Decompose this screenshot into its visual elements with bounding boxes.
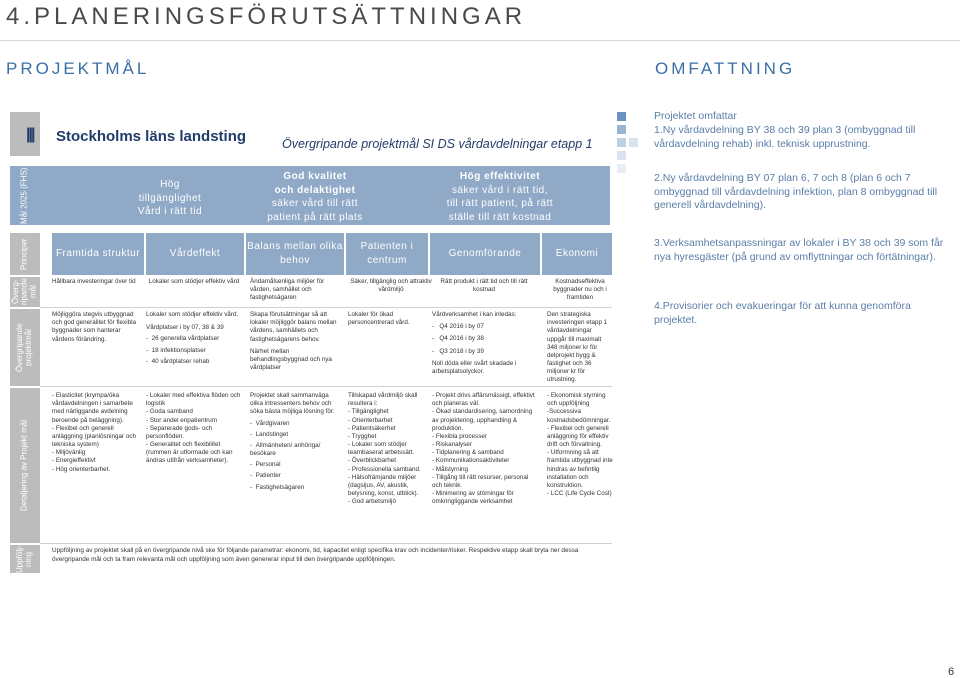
goal-text: till rätt patient, på rätt [446,198,554,209]
overg-cell: Ändamålsenliga miljöer för vården, samhället och fastighetsägaren [250,278,325,302]
list-item: Allmänheten/ anhöriga/ besökare [250,441,321,458]
overg-cell: Lokaler som stödjer effektiv vård [148,278,240,285]
detalj-cell [547,392,613,498]
goal-text: patient på rätt plats [267,211,363,223]
side-label-maal: Mål 2025 (FHS) [10,166,40,225]
col-header-ekonomi: Ekonomi [542,233,612,275]
banner-title: Övergripande projektmål SI DS vårdavdelningar etapp 1 [282,137,593,151]
list-item: - Riskanalyser [432,441,472,449]
list-item: Q4 2016 i by 07 [439,323,484,331]
deco-square [617,112,626,121]
list-item: - God arbetsmiljö [348,498,396,506]
list-item: - Överblickbarhet [348,457,396,465]
section-heading-projektmal: PROJEKTMÅL [6,59,150,78]
list-item: - Miljövänlig [52,449,86,457]
list-item: - Kommunikationsaktiviteter [432,457,510,465]
deco-square [617,138,626,147]
goal-kvalitet [245,170,385,224]
list-item: Patienter [255,472,281,480]
list-item: Vårdgivaren [255,419,290,427]
list-item: - Lokaler som stödjer teambaserat arbetssätt. [348,441,415,457]
goal-tillganglighet [100,178,240,219]
proj-cell: Lokaler som stödjer effektiv vård. Vårdplatser i by 07, 38 & 39 - 26 generella vårdplatser - 18 infektionsplatser - 40 vårdplatser rehab [146,311,242,366]
list-item: - Stor andel enpatientrum [146,416,218,424]
list-item: - Trygghet [348,432,377,440]
page-number: 6 [948,666,955,678]
deco-square [617,164,626,173]
proj-text: Vårdverksamhet i kan inledas: [432,311,517,318]
detalj-cell [432,392,536,506]
goal-title: och delaktighet [274,184,356,196]
proj-cell [250,311,342,372]
proj-cell: Möjliggöra stegvis utbyggnad och god generalitet för flexibla byggnader som hanterar vårdens förändring. [52,311,137,343]
list-item: 40 vårdplatser rehab [151,357,210,365]
omfattning-p3: 3.Verksamhetsanpassningar av lokaler i BY 38 och 39 som får nya hyresgäster (på grund av omflyttningar och förtätningar). [654,237,944,263]
goal-title: God kvalitet [283,171,347,182]
omfattning-p4: 4.Provisorier och evakueringar för att kunna genomföra projektet. [654,300,911,326]
row-divider [40,307,612,308]
uppfoljning-text: Uppföljning av projektet skall på en övergripande nivå ske för följande parametrar: ekonomi, tid, kapacitet enligt specifika krav och incidenter/risker. Respektive etapp skall bryta ner dessa övergripande mål och ta fram relevanta mål och uppföljning som även genererar input till den övergripande uppföljningen. [52,547,579,563]
side-label-detalj: Detaljering av Projekt mål [10,388,40,543]
side-label-overg: Överg-ripande mål [10,277,40,307]
list-item: - Tidplanering & samband [432,449,504,457]
list-item: - Orienterbarhet [348,416,393,424]
list-item: - Minimering av störningar för omkringliggande verksamhet [432,490,514,506]
proj-text: Lokaler som stödjer effektiv vård. [146,311,239,318]
list-item: 18 infektionsplatser [151,346,206,354]
deco-square [617,125,626,134]
list-item: - Patientsäkerhet [348,424,396,432]
list-item: - Ekonomisk styrning och uppföljning [547,392,606,408]
list-item: - Projekt drivs affärsmässigt, effektivt och planeras väl. [432,392,535,408]
list-item: - Flexibel och generell anläggning för effektiv drift och förvaltning. [547,424,609,449]
goal-effektivitet [430,170,570,224]
side-label-uppf: Uppfölj-ning [10,545,40,573]
list-item: - Tillgänglighet [348,408,389,416]
col-header-balans: Balans mellan olika behov [246,233,344,275]
proj-cell: Vårdverksamhet i kan inledas: - Q4 2016 i by 07 - Q4 2016 i by 38 - Q3 2018 i by 39 Noll döda eller svårt skadade i arbetsplatsolyckor. [432,311,536,376]
list-item: - Energieffektivt [52,457,96,465]
overg-cell: Hållbara investeringar över tid [52,278,136,285]
logo-text: Stockholms läns landsting [56,128,247,145]
row-divider [40,543,612,544]
side-label-principer: Principer [10,233,40,275]
col-header-framtida-struktur: Framtida struktur [52,233,144,275]
list-item: Tillskapad vårdmiljö skall resultera i: [348,392,418,408]
list-item: Personal [255,461,281,469]
list-item: - Lokaler med effektiva flöden och logistik [146,392,241,408]
goal-title: Hög effektivitet [459,171,541,182]
detalj-cell [146,392,242,466]
detalj-cell [348,392,434,506]
divider [0,40,960,41]
omfattning-p0: Projektet omfattar [654,110,737,122]
side-label-proj: Övergripande projektmål [10,309,40,386]
goal-text: säker vård i rätt tid, [451,184,549,196]
goal-text: ställe till rätt kostnad [448,211,552,223]
list-item: - Professionella samband. [348,465,421,473]
col-header-genomforande: Genomförande [430,233,540,275]
proj-text: Noll döda eller svårt skadade i arbetsplatsolyckor. [432,359,517,375]
proj-text: Närhet mellan behandlingsbyggnad och nya vårdplatser [250,347,332,372]
list-item: Q3 2018 i by 39 [439,347,484,355]
overg-cell: Säker, tillgänglig och attraktiv vårdmiljö [350,278,432,294]
list-item: - Tillgång till rätt resurser, personal och teknik. [432,473,529,489]
list-item: - Flexibel och generell anläggning (planlösningar och tekniska system) [52,424,137,449]
goal-title: tillgänglighet [138,192,202,204]
list-item: - Goda samband [146,408,193,416]
detalj-text: Projektet skall sammanväga olika intressenters behov och söka bästa möjliga lösning för: [250,392,335,416]
proj-text: Vårdplatser i by 07, 38 & 39 [146,324,224,332]
list-item: - Generalitet och flexibilitet (rummen är utformade och kan ändras utifrån verksamheter). [146,441,233,465]
sll-logo-icon: ||| [26,126,34,143]
detalj-cell [52,392,144,474]
list-item: Landstinget [255,430,289,438]
list-item: - Ökad standardisering, samordning av projektering, upphandling & produktion. [432,408,533,432]
list-item: - Separerade gods- och personflöden. [146,424,213,440]
omfattning-p1: 1.Ny vårdavdelning BY 38 och 39 plan 3 (ombyggnad till vårdavdelning rehab) inkl. teknisk upprustning. [654,124,916,150]
proj-text: Skapa förutsättningar så att lokaler möjliggör balans mellan vårdens, samhällets och fastighetsägarens behov. [250,311,337,343]
section-heading-omfattning: OMFATTNING [655,59,796,78]
proj-cell: Den strategiska investeringen etapp 1 vårdavdelningar uppgår till maximalt 348 miljoner kr för delprojekt bygg & fastighet och 36 miljoner kr för utrustning. [547,311,608,384]
header-band [10,112,40,156]
list-item: -Successiva kostnadsbedömningar. [547,408,611,424]
list-item: - Utformning så att framtida utbyggnad inte hindras av befintlig installation och konstruktion. [547,449,613,489]
omfattning-p2: 2.Ny vårdavdelning BY 07 plan 6, 7 och 8 (plan 6 och 7 ombyggnad till vårdavdelning infektion, plan 8 ombyggnad till generell vårdavdelning). [654,172,938,212]
list-item: - Hälsofrämjande miljöer (dagsljus, AV, akustik, belysning, konst, utblick). [348,473,419,498]
deco-square [617,151,626,160]
col-header-patienten: Patienten i centrum [346,233,428,275]
deco-square [629,138,638,147]
goal-title: Hög [160,179,180,190]
list-item: - Målstyrning [432,465,469,473]
list-item: Q4 2016 i by 38 [439,335,484,343]
page-title: 4.PLANERINGSFÖRUTSÄTTNINGAR [6,3,527,30]
list-item: - LCC (Life Cycle Cost) [547,490,612,498]
goal-text: säker vård till rätt [271,198,359,209]
goal-text: Vård i rätt tid [137,206,203,217]
detalj-cell: Projektet skall sammanväga olika intressenters behov och söka bästa möjliga lösning för: - Vårdgivaren - Landstinget - Allmänheten/ anhöriga/ besökare - Personal - Patienter - Fastighetsägaren [250,392,342,492]
list-item: - Elasticitet (krympa/öka vårdavdelningen i samarbete med närliggande avdelning beroende på beläggning). [52,392,133,424]
list-item: 26 generella vårdplatser [151,335,220,343]
proj-cell: Lokaler för ökad personcentrerad vård. [348,311,410,327]
list-item: Fastighetsägaren [255,483,305,491]
overg-cell: Rätt produkt i rätt tid och till rätt kostnad [440,278,528,294]
overg-cell: Kostnadseffektiva byggnader nu och i framtiden [553,278,607,302]
col-header-vardeffekt: Vårdeffekt [146,233,244,275]
row-divider [40,386,612,387]
list-item: - Flexibla processer [432,432,487,440]
list-item: - Hög orienterbarhet. [52,465,111,473]
